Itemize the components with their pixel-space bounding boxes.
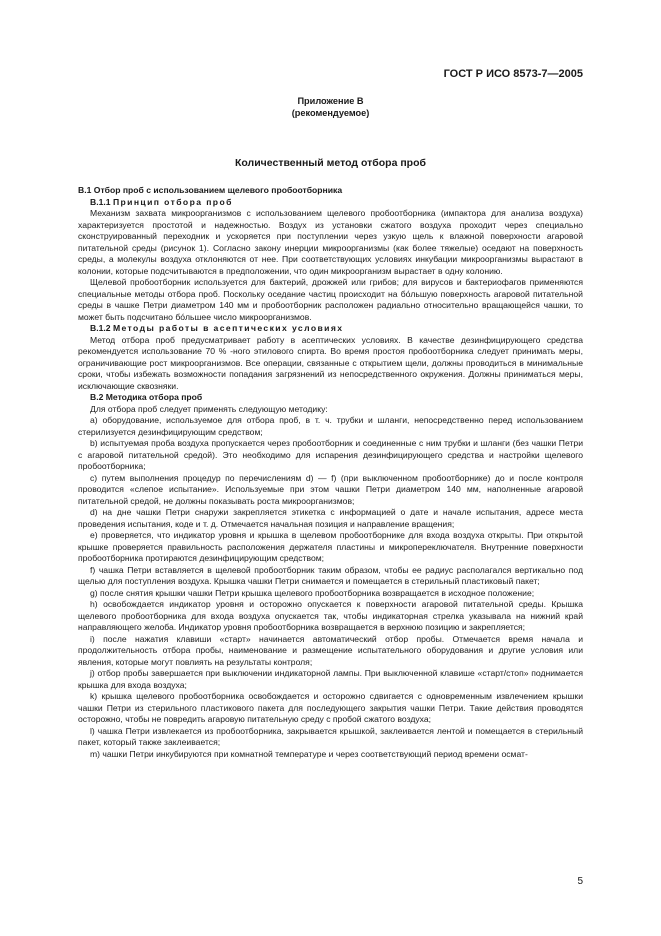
section-b11-number: В.1.1 [90, 196, 113, 207]
list-item-g: g) после снятия крышки чашки Петри крышка щелевого пробоотборника возвращается в исходное положение; [90, 587, 535, 598]
list-item-m: m) чашки Петри инкубируются при комнатной температуре и через соответствующий период времени осмат- [90, 748, 528, 759]
section-b11-title: Принцип отбора проб [112, 196, 233, 207]
list-item-k: k) крышка щелевого пробоотборника освобождается и осторожно сдвигается с одновременным извлечением крышки чашки Петри из стерильного пластикового пакета для последующего закрытия чашки Петри. Такие действия проводятся осторожно, чтобы не повредить агаровую питательную среду с пробой сжатого воздуха; [78, 691, 583, 724]
section-b12-title: Методы работы в асептических условиях [112, 323, 344, 333]
section-b12-number: В.1.2 [90, 323, 113, 333]
paragraph: Щелевой пробоотборник используется для бактерий, дрожжей или грибов; для вирусов и бактериофагов применяются специальные методы отбора проб. Поскольку оседание частиц происходит на бо́льшую поверхность агаровой питательной среды в чашке Петри диаметром 140 мм и пробоотборник расположен радиально относительно вращающейся чашки, то может быть подсчитано бо́льшее число микроорганизмов. [78, 277, 583, 322]
list-item-l: l) чашка Петри извлекается из пробоотборника, закрывается крышкой, заклеивается лентой и помещается в стерильный пакет, который также заклеивается; [78, 725, 583, 747]
procedure-intro: Для отбора проб следует применять следующую методику: [90, 403, 328, 414]
standard-designation: ГОСТ Р ИСО 8573-7—2005 [443, 68, 583, 80]
list-item-i: i) после нажатия клавиши «старт» начинается автоматический отбор пробы. Отмечается время начала и продолжительность отбора пробы, наименование и размещение испытательного оборудования и другие условия или явления, которые могут повлиять на результаты контроля; [78, 633, 583, 667]
section-b2-heading: В.2 Методика отбора проб [90, 392, 203, 402]
list-item-d: d) на дне чашки Петри снаружи закрепляется этикетка с информацией о дате и начале испытания, адресе места проведения испытания, коде и т. д. Отмечается начальная позиция и направление вращения; [78, 507, 583, 529]
list-item-b: b) испытуемая проба воздуха пропускается через пробоотборник и соединенные с ним трубки и шланги (без чашки Петри с агаровой питательной средой). Это необходимо для испарения дезинфицирующего средства и настройки щелевого пробоотборника; [78, 438, 583, 471]
list-item-f: f) чашка Петри вставляется в щелевой пробоотборник таким образом, чтобы ее радиус располагался вертикально под щелью для поступления воздуха. Крышка чашки Петри снимается и помещается в стерильный пластиковый пакет; [78, 564, 583, 586]
list-item-j: j) отбор пробы завершается при выключении индикаторной лампы. При выключенной клавише «старт/стоп» поднимается крышка для входа воздуха; [78, 668, 583, 690]
page-number: 5 [577, 876, 583, 887]
annex-status: (рекомендуемое) [291, 107, 370, 118]
section-b1-heading: В.1 Отбор проб с использованием щелевого пробоотборника [78, 185, 343, 195]
list-item-e: e) проверяется, что индикатор уровня и крышка в щелевом пробоотборнике для входа воздуха открыты. При открытой крышке проверяется правильность расположения держателя пластины и микропереключателя. Внутренние поверхности пробоотборника протираются дезинфицирующим средством; [78, 530, 583, 563]
annex-title: Количественный метод отбора проб [235, 157, 426, 169]
annex-label: Приложение В [297, 96, 364, 106]
paragraph: Механизм захвата микроорганизмов с использованием щелевого пробоотборника (импактора для анализа воздуха) характеризуется простотой и надежностью. Воздух из установки сжатого воздуха проходит через специально сконструированный переходник и ускоряется при поступлении через узкую щель к влажной поверхности агаровой питательной среды (рисунок 1). Согласно закону инерции микроорганизмы (как более тяжелые) оседают на поверхность среды, а молекулы воздуха отклоняются от нее. При соответствующих условиях инкубации микроорганизмы вырастают в колонии, которые подсчитываются в предположении, что один микроорганизм вырастает в одну колонию. [78, 208, 583, 276]
annex-heading [0, 96, 661, 119]
section-b11-heading [78, 197, 583, 209]
list-item-a: a) оборудование, используемое для отбора проб, в т. ч. трубки и шланги, непосредственно перед использованием стерилизуется дезинфицирующим средством; [78, 415, 583, 437]
section-b12-heading [78, 323, 583, 335]
paragraph: Метод отбора проб предусматривает работу в асептических условиях. В качестве дезинфицирующего средства рекомендуется использование 70 % -ного этилового спирта. Во время простоя пробоотборника следует принимать меры, ограничивающие рост микроорганизмов. Все операции, связанные с открытием щели, должны проводиться в минимальные сроки, чтобы избежать возможности попадания загрязнений из непосредственного окружения. Должны приниматься меры, исключающие сквозняки. [78, 334, 583, 391]
list-item-c: c) путем выполнения процедур по перечислениям d) — f) (при выключенном пробоотборнике) до и после контроля проводится «слепое испытание». Используемые при этом чашки Петри диаметром 140 мм, наполненные агаровой питательной средой, не должны показывать роста микроорганизмов; [78, 472, 583, 506]
list-item-h: h) освобождается индикатор уровня и осторожно опускается к поверхности агаровой питательной среды. Крышка щелевого пробоотборника для входа воздуха опускается так, чтобы индикаторная стрелка указывала на нижний край направляющего желоба. Индикатор уровня пробоотборника возвращается в верхнюю позицию и закрепляется; [78, 599, 583, 632]
document-body [78, 185, 583, 760]
